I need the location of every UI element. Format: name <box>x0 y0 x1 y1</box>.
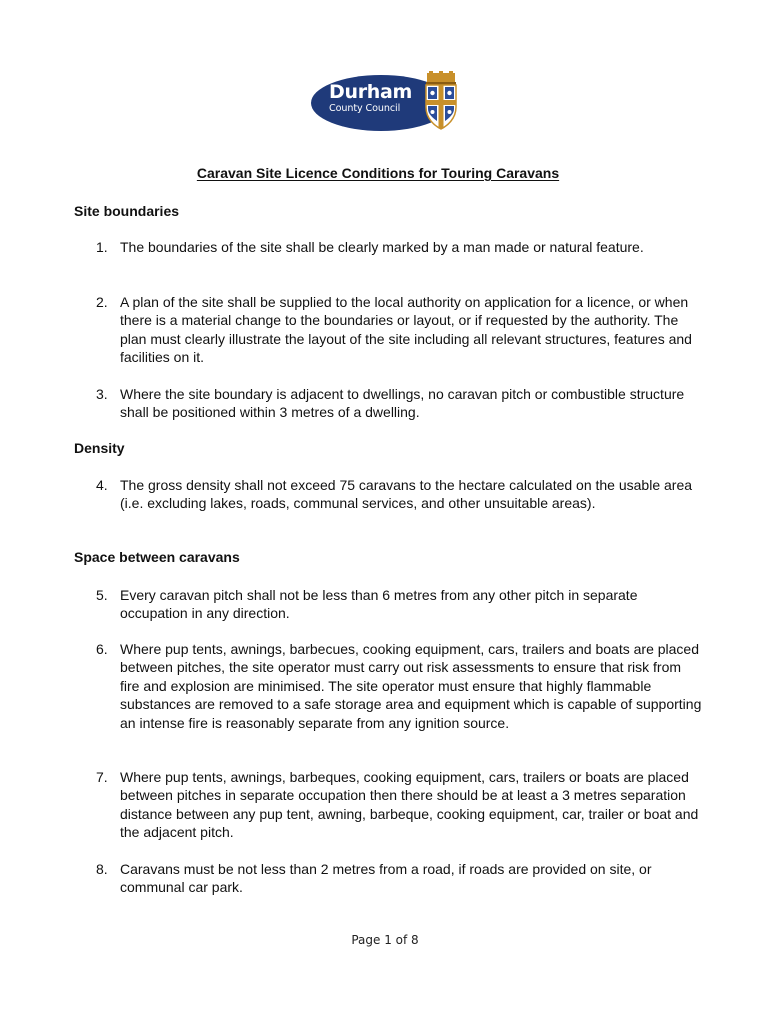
list-item-number: 1. <box>96 239 108 255</box>
list-item-number: 4. <box>96 477 108 493</box>
list-item-text: Every caravan pitch shall not be less than 6 metres from any other pitch in separate occupation in any direction. <box>120 587 638 622</box>
list-item <box>74 640 704 732</box>
list-item-text: Where the site boundary is adjacent to dwellings, no caravan pitch or combustible structure shall be positioned within 3 metres of a dwelling. <box>120 386 685 421</box>
list-item-number: 2. <box>96 294 108 310</box>
list-item-text: A plan of the site shall be supplied to the local authority on application for a licence, or when there is a material change to the boundaries or layout, or if requested by the authority. The plan must clearly illustrate the layout of the site including all relevant structures, features and facilities on it. <box>120 294 692 366</box>
list-item-text: Where pup tents, awnings, barbecues, cooking equipment, cars, trailers and boats are placed between pitches, the site operator must carry out risk assessments to ensure that risk from fire and explosion are minimised. The site operator must ensure that highly flammable substances are removed to a safe storage area and equipment which is capable of supporting an intense fire is reasonably separate from any ignition source. <box>120 641 702 731</box>
logo-subtitle: County Council <box>329 103 401 114</box>
crest-icon <box>423 71 459 131</box>
list-item-number: 5. <box>96 587 108 603</box>
list-item <box>74 768 704 842</box>
list-item-text: Where pup tents, awnings, barbeques, cooking equipment, cars, trailers or boats are placed between pitches in separate occupation then there should be at least a 3 metres separation distance between any pup tent, awning, barbeque, cooking equipment, car, trailer or boat and the adjacent pitch. <box>120 769 699 841</box>
list-item <box>74 476 704 513</box>
list-item-number: 8. <box>96 861 108 877</box>
section-heading-site-boundaries: Site boundaries <box>74 203 180 219</box>
list-item-text: The gross density shall not exceed 75 caravans to the hectare calculated on the usable area (i.e. excluding lakes, roads, communal services, and other unsuitable areas). <box>120 477 693 512</box>
list-item <box>74 293 704 367</box>
list-item-text: The boundaries of the site shall be clearly marked by a man made or natural feature. <box>120 239 644 255</box>
list-item-number: 7. <box>96 769 108 785</box>
section-heading-density: Density <box>74 440 125 456</box>
page-number: Page 1 of 8 <box>351 933 419 947</box>
list-item <box>74 385 704 422</box>
list-item <box>74 586 704 623</box>
list-item-number: 6. <box>96 641 108 657</box>
list-item-text: Caravans must be not less than 2 metres from a road, if roads are provided on site, or communal car park. <box>120 861 652 896</box>
durham-county-council-logo <box>311 70 459 134</box>
document-title: Caravan Site Licence Conditions for Touring Caravans <box>196 165 560 181</box>
logo-name: Durham <box>329 81 413 103</box>
list-item <box>74 238 704 256</box>
list-item <box>74 860 704 897</box>
list-item-number: 3. <box>96 386 108 402</box>
section-heading-space-between-caravans: Space between caravans <box>74 549 240 565</box>
